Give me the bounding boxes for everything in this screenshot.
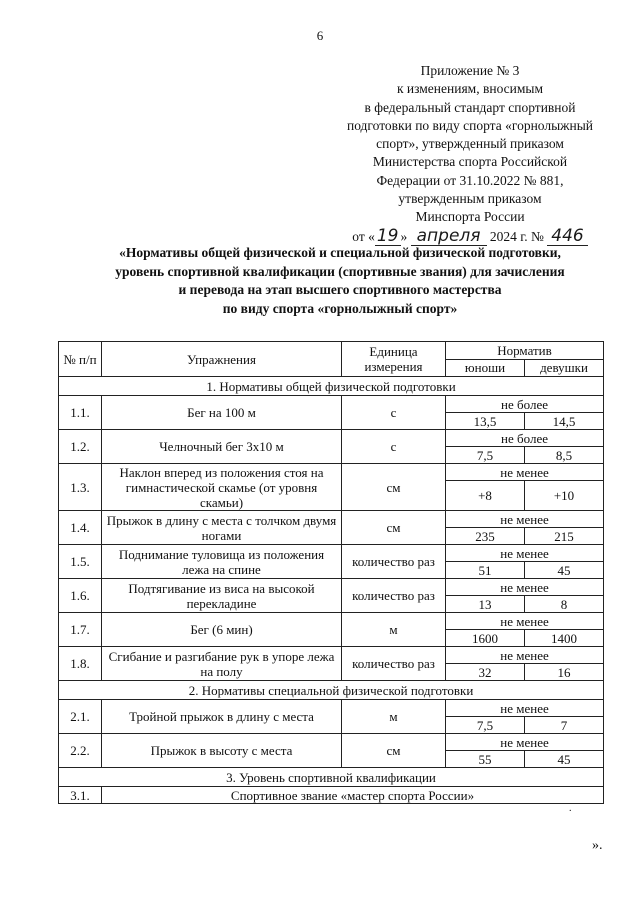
table-row (59, 613, 604, 630)
row-num: 1.3. (59, 464, 102, 511)
value-boys: +8 (446, 481, 525, 511)
row-exercise: Бег на 100 м (102, 396, 342, 430)
value-girls: +10 (525, 481, 604, 511)
value-boys: 13 (446, 596, 525, 613)
handwritten-day: 19 (376, 225, 399, 246)
page-number: 6 (316, 28, 324, 43)
table-row (59, 579, 604, 596)
row-unit: количество раз (342, 545, 446, 579)
value-boys: 1600 (446, 630, 525, 647)
row-num: 2.2. (59, 734, 102, 768)
order-prefix: от « (352, 228, 375, 244)
row-exercise: Прыжок в длину с места с толчком двумя ногами (102, 511, 342, 545)
handwritten-order-number: 446 (547, 227, 587, 246)
table-row (59, 545, 604, 562)
row-num: 1.6. (59, 579, 102, 613)
row-exercise: Подтягивание из виса на высокой перекладине (102, 579, 342, 613)
appendix-line: Министерства спорта Российской (372, 154, 568, 170)
norms-table (58, 341, 604, 804)
title-line: по виду спорта «горнолыжный спорт» (222, 300, 458, 316)
section-row (59, 377, 604, 396)
row-exercise: Поднимание туловища из положения лежа на спине (102, 545, 342, 579)
section-title: 1. Нормативы общей физической подготовки (59, 377, 604, 396)
appendix-line: Приложение № 3 (420, 63, 520, 78)
row-condition: не менее (446, 464, 604, 481)
value-boys: 235 (446, 528, 525, 545)
row-exercise: Бег (6 мин) (102, 613, 342, 647)
section-title: 2. Нормативы специальной физической подготовки (59, 681, 604, 700)
row-num: 1.7. (59, 613, 102, 647)
value-girls: 7 (525, 717, 604, 734)
value-girls: 45 (525, 751, 604, 768)
value-girls: 16 (525, 664, 604, 681)
row-unit: см (342, 734, 446, 768)
row-condition: не менее (446, 613, 604, 630)
appendix-block (330, 62, 610, 246)
value-girls: 1400 (525, 630, 604, 647)
header-boys: юноши (446, 359, 525, 377)
row-num: 2.1. (59, 700, 102, 734)
value-girls: 8,5 (525, 447, 604, 464)
table-row (59, 700, 604, 717)
section-row (59, 768, 604, 787)
value-boys: 32 (446, 664, 525, 681)
document-title (80, 244, 600, 318)
appendix-line: Минспорта России (415, 209, 525, 225)
row-num: 1.2. (59, 430, 102, 464)
row-condition: не менее (446, 579, 604, 596)
value-girls: 14,5 (525, 413, 604, 430)
row-unit: количество раз (342, 579, 446, 613)
value-boys: 13,5 (446, 413, 525, 430)
row-condition: не менее (446, 700, 604, 717)
title-line: и перевода на этап высшего спортивного мастерства (178, 282, 502, 297)
row-condition: не менее (446, 734, 604, 751)
table-row (59, 430, 604, 447)
section-title: 3. Уровень спортивной квалификации (59, 768, 604, 787)
row-unit: м (342, 700, 446, 734)
value-girls: 215 (525, 528, 604, 545)
row-condition: не менее (446, 511, 604, 528)
appendix-line: спорт», утвержденный приказом (376, 136, 564, 152)
value-girls: 8 (525, 596, 604, 613)
row-exercise: Челночный бег 3х10 м (102, 430, 342, 464)
row-num: 1.1. (59, 396, 102, 430)
table-row (59, 511, 604, 528)
row-condition: не менее (446, 545, 604, 562)
header-unit: Единица измерения (342, 342, 446, 377)
title-line: уровень спортивной квалификации (спортивные звания) для зачисления (115, 263, 565, 279)
value-boys: 7,5 (446, 717, 525, 734)
row-exercise: Наклон вперед из положения стоя на гимнастической скамье (от уровня скамьи) (102, 464, 342, 511)
row-num: 1.5. (59, 545, 102, 579)
row-unit: с (342, 396, 446, 430)
header-exercise: Упражнения (102, 342, 342, 377)
table-row (59, 734, 604, 751)
header-girls: девушки (525, 359, 604, 377)
table-header-row (59, 342, 604, 360)
handwritten-month: апреля (411, 227, 487, 246)
table-row (59, 464, 604, 481)
appendix-line: подготовки по виду спорта «горнолыжный (346, 117, 594, 133)
title-line: «Нормативы общей физической и специальной физической подготовки, (119, 245, 561, 260)
row-unit: см (342, 464, 446, 511)
value-boys: 7,5 (446, 447, 525, 464)
table-row (59, 396, 604, 413)
row-unit: с (342, 430, 446, 464)
value-girls: 45 (525, 562, 604, 579)
order-day-close: » (400, 228, 408, 244)
row-unit: количество раз (342, 647, 446, 681)
table-row (59, 787, 604, 804)
row-num: 1.8. (59, 647, 102, 681)
value-boys: 55 (446, 751, 525, 768)
row-unit: см (342, 511, 446, 545)
row-exercise: Сгибание и разгибание рук в упоре лежа на полу (102, 647, 342, 681)
appendix-line: в федеральный стандарт спортивной (364, 99, 576, 115)
row-condition: не более (446, 396, 604, 413)
appendix-line: Федерации от 31.10.2022 № 881, (376, 172, 564, 188)
row-num: 1.4. (59, 511, 102, 545)
header-num: № п/п (59, 342, 102, 377)
closing-quote: ». (592, 838, 603, 853)
row-num: 3.1. (59, 787, 102, 804)
appendix-line: утвержденным приказом (398, 191, 542, 207)
row-exercise: Спортивное звание «мастер спорта России» (102, 787, 604, 804)
value-boys: 51 (446, 562, 525, 579)
row-condition: не менее (446, 647, 604, 664)
row-exercise: Тройной прыжок в длину с места (102, 700, 342, 734)
header-norm: Норматив (446, 342, 604, 360)
table-body (59, 377, 604, 804)
table-row (59, 647, 604, 664)
row-condition: не более (446, 430, 604, 447)
stray-mark: . (569, 803, 572, 814)
section-row (59, 681, 604, 700)
order-year: 2024 г. № (489, 228, 544, 244)
row-exercise: Прыжок в высоту с места (102, 734, 342, 768)
appendix-line: к изменениям, вносимым (396, 81, 544, 97)
row-unit: м (342, 613, 446, 647)
